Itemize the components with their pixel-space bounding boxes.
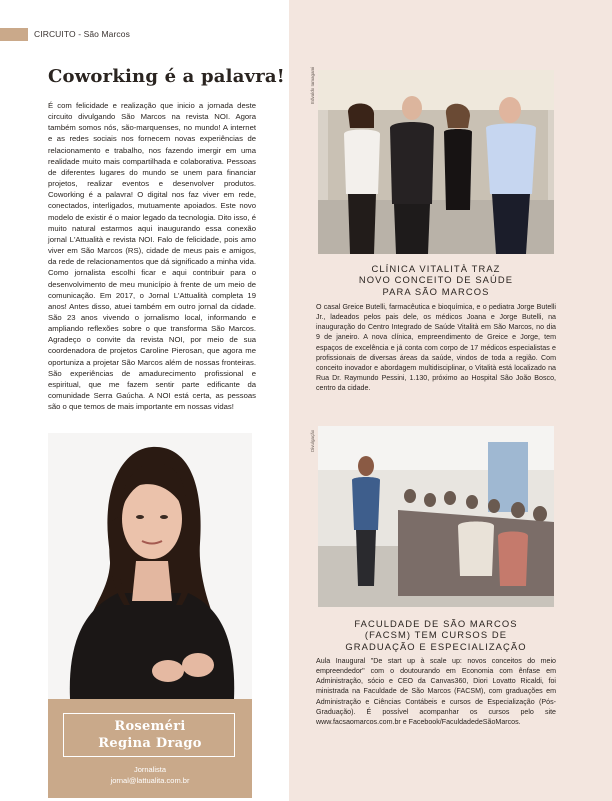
clinic-news-title: CLÍNICA VITALITÀ TRAZ NOVO CONCEITO DE SAÚDE PARA SÃO MARCOS: [358, 263, 514, 297]
section-marker: [0, 28, 28, 41]
clinic-photo: [318, 70, 554, 254]
author-name: Roseméri Regina Drago: [98, 719, 202, 751]
author-email: jornal@lattualita.com.br: [110, 776, 190, 785]
clinic-news-body: O casal Greice Butelli, farmacêutica e bioquímica, e o pediatra Jorge Butelli Jr., ladeados pelos pais dele, os médicos Joana e Jorge Butelli, na inauguração do Centro Integrado de Saúde Vitalità em São Marcos, no dia 9 de janeiro. A nova clínica, empreendimento de Greice e Jorge, tem espaços de excelência e já conta com corpo de 17 médicos especialistas e profissionais de diversas áreas da saúde, vindos de toda a região. Com conceito inovador e abordagem multidisciplinar, o Vitalità está localizado na Rua Dr. Raymundo Pessini, 1.130, próximo ao Hospital São João Bosco, centro da cidade.: [316, 303, 556, 393]
college-news-title: FACULDADE DE SÃO MARCOS (FACSM) TEM CURSOS DE GRADUAÇÃO E ESPECIALIZAÇÃO: [345, 618, 527, 652]
section-header: CIRCUITO - São Marcos: [34, 29, 130, 39]
article-body: É com felicidade e realização que inicio a jornada deste circuito divulgando São Marcos na revista NOI. Agora também somos nós, são-marquenses, no mundo! A internet e as redes sociais nos fornecem novas experiências de relacionamento e trabalho, nos fazendo imergir em uma realidade muito mais compartilhada e colaborativa. Pessoas de diferentes lugares do mundo se unem para financiar projetos, realizar eventos e desenvolver produtos. Coworking é a palavra! O digital nos faz viver em rede, conectados, interligados, mutuamente apoiados. Este novo modelo de existir é o maior legado da tecnologia. Dito isso, é muito natural estarmos aqui inaugurando essa conexão jornal L'Attualità e revista NOI. Falo de felicidade, pois amo viver em São Marcos (RS), cidade de meus pais e amigos, da rede de relacionamentos que dá significado a minha vida. Como jornalista escolhi ficar e aqui contribuir para o desenvolvimento de meu município à frente de um meio de comunicação. Em 2017, o Jornal L'Attualità completa 19 anos! Antes disso, atuei também em outro jornal da cidade. São 23 anos vivendo o jornalismo local, informando e ampliando reflexões sobre o que transforma São Marcos. Agradeço o convite da revista NOI, por meio de sua coordenadora de projetos Caroline Pierosan, que agora me oportuniza a projetar São Marcos além de nossas fronteiras. São experiências de amadurecimento profissional e espiritual, que me fazem sentir parte edificante da comunidade Serra Gaúcha. A NOI está certa, as pessoas são o que temos de mais importante em nossas vidas!: [48, 101, 256, 412]
article-title: Coworking é a palavra!: [48, 66, 285, 87]
author-role: Jornalista: [133, 765, 167, 774]
college-photo: [318, 426, 554, 607]
college-news-body: Aula Inaugural "De start up à scale up: novos conceitos do meio empreendedor" com o doutourando em Economia com ênfase em Administração, sócio e CEO da Canvas360, Diori Lovatto Ricaldi, foi ministrada na Faculdade de São Marcos (FACSM), com graduações em Administração e Ciências Contábeis e cursos de Especialização (Pós-Graduação). É possível acompanhar os cursos pelo site www.facsaomarcos.com.br e Facebook/FaculdadedeSãoMarcos.: [316, 657, 556, 726]
author-portrait: [48, 433, 252, 699]
clinic-photo-credit: Edvaldo Iamagami: [310, 66, 315, 104]
college-photo-credit: Divulgação: [310, 429, 315, 452]
author-namebox: [48, 699, 252, 798]
